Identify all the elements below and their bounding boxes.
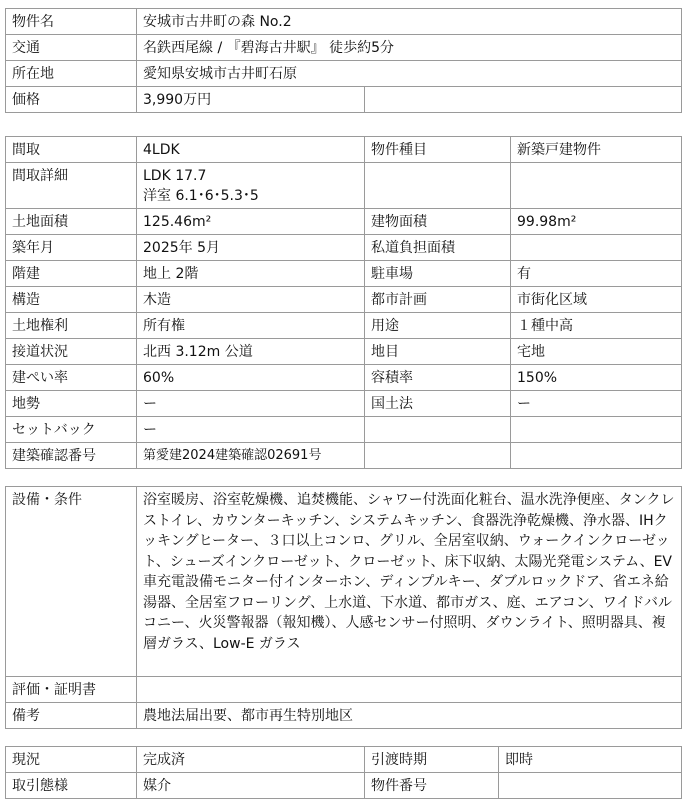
current-status-label: 現況 — [6, 747, 137, 773]
floors-value: 地上 2階 — [137, 261, 365, 287]
table-row — [6, 487, 682, 677]
city-planning-label: 都市計画 — [365, 287, 511, 313]
built-date-label: 築年月 — [6, 235, 137, 261]
address-label: 所在地 — [6, 61, 137, 87]
table-row — [6, 365, 682, 391]
land-category-label: 地目 — [365, 339, 511, 365]
transaction-type-label: 取引態様 — [6, 773, 137, 799]
coverage-ratio-label: 建ぺい率 — [6, 365, 137, 391]
table-row — [6, 35, 682, 61]
floors-label: 階建 — [6, 261, 137, 287]
remarks-label: 備考 — [6, 703, 137, 729]
details-table — [5, 136, 682, 469]
access-value: 名鉄西尾線 / 『碧海古井駅』 徒歩約5分 — [137, 35, 682, 61]
city-planning-value: 市街化区域 — [511, 287, 682, 313]
table-row — [6, 9, 682, 35]
building-area-label: 建物面積 — [365, 209, 511, 235]
layout-detail-value — [137, 163, 365, 209]
certificate-value — [137, 677, 682, 703]
table-row — [6, 235, 682, 261]
table-row — [6, 137, 682, 163]
table-row — [6, 773, 682, 799]
empty-cell — [365, 163, 511, 209]
table-row — [6, 339, 682, 365]
layout-label: 間取 — [6, 137, 137, 163]
table-row — [6, 703, 682, 729]
current-status-value: 完成済 — [137, 747, 365, 773]
coverage-ratio-value: 60% — [137, 365, 365, 391]
table-row — [6, 443, 682, 469]
built-date-value: 2025年 5月 — [137, 235, 365, 261]
table-row — [6, 747, 682, 773]
certificate-label: 評価・証明書 — [6, 677, 137, 703]
land-law-label: 国土法 — [365, 391, 511, 417]
table-row — [6, 313, 682, 339]
zoning-value: １種中高 — [511, 313, 682, 339]
parking-label: 駐車場 — [365, 261, 511, 287]
table-row — [6, 417, 682, 443]
land-rights-value: 所有権 — [137, 313, 365, 339]
private-road-label: 私道負担面積 — [365, 235, 511, 261]
empty-cell — [511, 163, 682, 209]
floor-area-ratio-value: 150% — [511, 365, 682, 391]
access-label: 交通 — [6, 35, 137, 61]
summary-table — [5, 8, 682, 113]
property-name-label: 物件名 — [6, 9, 137, 35]
equipment-table — [5, 486, 682, 729]
property-number-value — [499, 773, 682, 799]
table-row — [6, 61, 682, 87]
building-approval-value: 第愛建2024建築確認02691号 — [137, 443, 365, 469]
table-row — [6, 391, 682, 417]
land-category-value: 宅地 — [511, 339, 682, 365]
handover-label: 引渡時期 — [365, 747, 499, 773]
land-rights-label: 土地権利 — [6, 313, 137, 339]
handover-value: 即時 — [499, 747, 682, 773]
table-row — [6, 87, 682, 113]
layout-detail-line-rooms: 洋室 6.1･6･5.3･5 — [143, 188, 259, 204]
layout-value: 4LDK — [137, 137, 365, 163]
road-access-label: 接道状況 — [6, 339, 137, 365]
empty-cell — [511, 443, 682, 469]
building-area-value: 99.98m² — [511, 209, 682, 235]
transaction-type-value: 媒介 — [137, 773, 365, 799]
property-type-label: 物件種目 — [365, 137, 511, 163]
floor-area-ratio-label: 容積率 — [365, 365, 511, 391]
parking-value: 有 — [511, 261, 682, 287]
table-row — [6, 261, 682, 287]
table-row — [6, 209, 682, 235]
property-type-value: 新築戸建物件 — [511, 137, 682, 163]
property-number-label: 物件番号 — [365, 773, 499, 799]
building-approval-label: 建築確認番号 — [6, 443, 137, 469]
terrain-value: ー — [137, 391, 365, 417]
equipment-value: 浴室暖房、浴室乾燥機、追焚機能、シャワー付洗面化粧台、温水洗浄便座、タンクレストイレ、カウンターキッチン、システムキッチン、食器洗浄乾燥機、浄水器、IHクッキングヒーター、３口以上コンロ、グリル、全居室収納、ウォークインクローゼット、シューズインクローゼット、クローゼット、床下収納、太陽光発電システム、EV車充電設備モニター付インターホン、ディンプルキー、ダブルロックドア、省エネ給湯器、全居室フローリング、上水道、下水道、都市ガス、庭、エアコン、ワイドバルコニー、火災警報器（報知機）、人感センサー付照明、ダウンライト、照明器具、複層ガラス、Low-E ガラス — [137, 487, 682, 677]
empty-cell — [511, 417, 682, 443]
structure-label: 構造 — [6, 287, 137, 313]
land-area-label: 土地面積 — [6, 209, 137, 235]
empty-cell — [365, 87, 682, 113]
road-access-value: 北西 3.12m 公道 — [137, 339, 365, 365]
property-name-value: 安城市古井町の森 No.2 — [137, 9, 682, 35]
status-table — [5, 746, 682, 799]
table-row — [6, 163, 682, 209]
terrain-label: 地勢 — [6, 391, 137, 417]
layout-detail-line-ldk: LDK 17.7 — [143, 168, 207, 184]
price-label: 価格 — [6, 87, 137, 113]
layout-detail-label: 間取詳細 — [6, 163, 137, 209]
empty-cell — [365, 417, 511, 443]
price-value: 3,990万円 — [137, 87, 365, 113]
empty-cell — [365, 443, 511, 469]
remarks-value: 農地法届出要、都市再生特別地区 — [137, 703, 682, 729]
land-law-value: ー — [511, 391, 682, 417]
table-row — [6, 287, 682, 313]
structure-value: 木造 — [137, 287, 365, 313]
equipment-label: 設備・条件 — [6, 487, 137, 677]
land-area-value: 125.46m² — [137, 209, 365, 235]
address-value: 愛知県安城市古井町石原 — [137, 61, 682, 87]
table-row — [6, 677, 682, 703]
private-road-value — [511, 235, 682, 261]
zoning-label: 用途 — [365, 313, 511, 339]
setback-label: セットバック — [6, 417, 137, 443]
setback-value: ー — [137, 417, 365, 443]
